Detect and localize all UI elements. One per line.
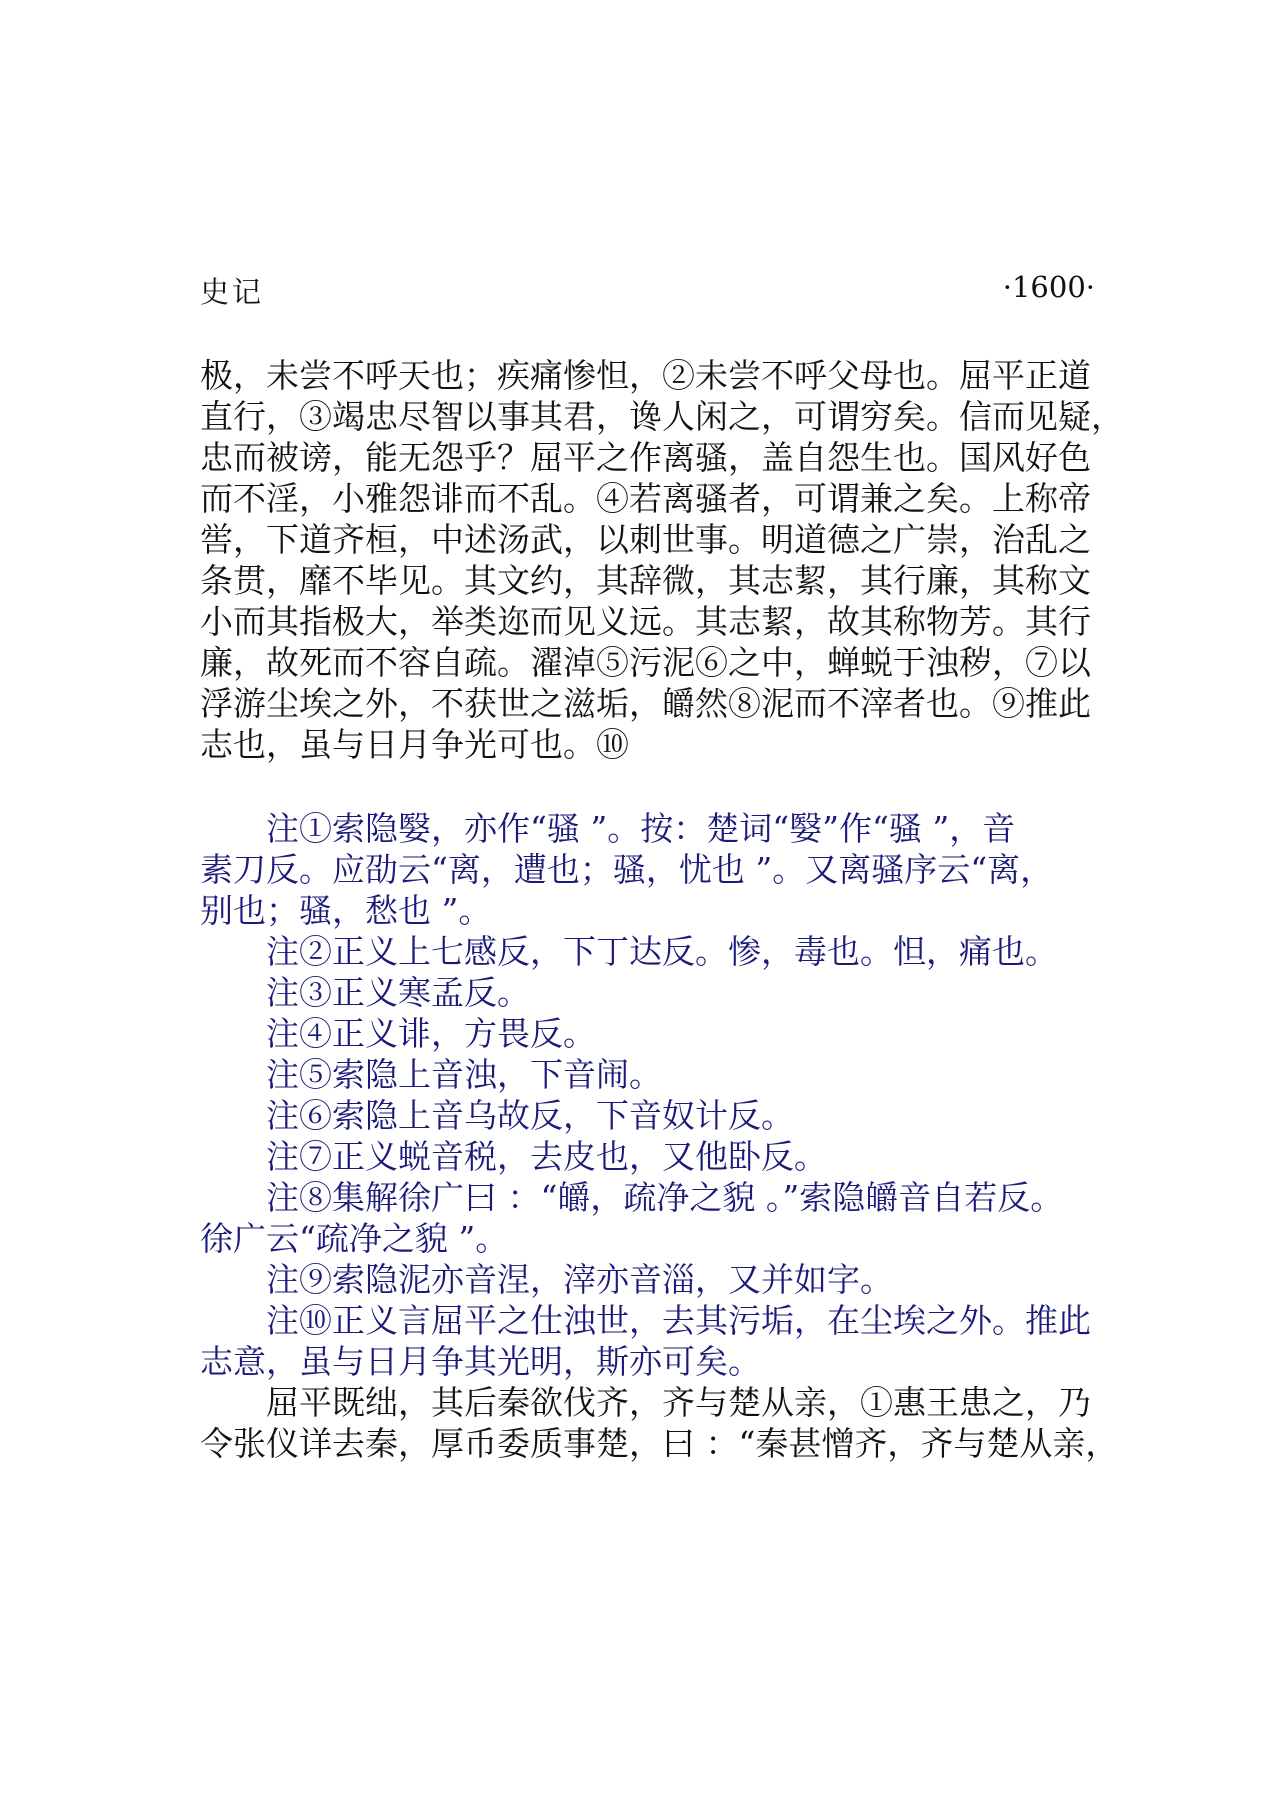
note-3 <box>200 972 1100 1013</box>
note-line: 注⑦正义蜕音税，去皮也，又他卧反。 <box>266 1137 827 1176</box>
note-line: 志意，虽与日月争其光明，斯亦可矣。 <box>200 1342 761 1381</box>
note-line: 徐广云“疏净之貌 ”。 <box>200 1219 509 1258</box>
note-line: 注⑤索隐上音浊，下音闹。 <box>266 1055 662 1094</box>
note-1 <box>200 808 1100 931</box>
text-line: 条贯，靡不毕见。其文约，其辞微，其志絜，其行廉，其称文 <box>200 561 1091 600</box>
note-6 <box>200 1095 1100 1136</box>
text-line: 屈平既绌，其后秦欲伐齐，齐与楚从亲，①惠王患之，乃 <box>266 1383 1091 1422</box>
book-title: 史记 <box>200 275 265 309</box>
note-line: 注⑩正义言屈平之仕浊世，去其污垢，在尘埃之外。推此 <box>266 1301 1091 1340</box>
note-4 <box>200 1013 1100 1054</box>
note-line: 别也；骚，愁也 ”。 <box>200 891 492 930</box>
note-2 <box>200 931 1100 972</box>
text-line: 直行，③竭忠尽智以事其君，谗人闲之，可谓穷矣。信而见疑， <box>200 397 1124 436</box>
text-line: 浮游尘埃之外，不获世之滋垢，皭然⑧泥而不滓者也。⑨推此 <box>200 684 1091 723</box>
text-line: 而不淫，小雅怨诽而不乱。④若离骚者，可谓兼之矣。上称帝 <box>200 479 1091 518</box>
note-line: 注③正义寒孟反。 <box>266 973 530 1012</box>
text-line: 廉，故死而不容自疏。濯淖⑤污泥⑥之中，蝉蜕于浊秽，⑦以 <box>200 643 1091 682</box>
note-8 <box>200 1177 1100 1259</box>
text-line: 小而其指极大，举类迩而见义远。其志絜，故其称物芳。其行 <box>200 602 1091 641</box>
text-line: 志也，虽与日月争光可也。⑩ <box>200 725 629 764</box>
continuation-paragraph <box>200 1382 1119 1464</box>
note-10 <box>200 1300 1100 1382</box>
note-9 <box>200 1259 1100 1300</box>
note-line: 注④正义诽，方畏反。 <box>266 1014 596 1053</box>
note-line: 注②正义上七感反，下丁达反。惨，毒也。怛，痛也。 <box>266 932 1058 971</box>
text-line: 忠而被谤，能无怨乎？屈平之作离骚，盖自怨生也。国风好色 <box>200 438 1091 477</box>
main-paragraph <box>200 355 1124 765</box>
annotation-notes <box>200 808 1100 1382</box>
note-line: 注①索隐嫛，亦作“骚 ”。按：楚词“嫛”作“骚 ”，音 <box>266 809 1016 848</box>
page-content <box>200 355 1124 1464</box>
page-header <box>200 270 1095 310</box>
text-line: 极，未尝不呼天也；疾痛惨怛，②未尝不呼父母也。屈平正道 <box>200 356 1091 395</box>
note-line: 素刀反。应劭云“离，遭也；骚，忧也 ”。又离骚序云“离， <box>200 850 1054 889</box>
note-7 <box>200 1136 1100 1177</box>
page-number: ·1600· <box>1002 270 1095 304</box>
note-line: 注⑨索隐泥亦音涅，滓亦音淄，又并如字。 <box>266 1260 893 1299</box>
note-line: 注⑥索隐上音乌故反，下音奴计反。 <box>266 1096 794 1135</box>
text-line: 喾，下道齐桓，中述汤武，以刺世事。明道德之广崇，治乱之 <box>200 520 1091 559</box>
text-line: 令张仪详去秦，厚币委质事楚，曰 ：“秦甚憎齐，齐与楚从亲， <box>200 1424 1119 1463</box>
note-line: 注⑧集解徐广曰 ：“皭，疏净之貌 。”索隐皭音自若反。 <box>266 1178 1064 1217</box>
note-5 <box>200 1054 1100 1095</box>
